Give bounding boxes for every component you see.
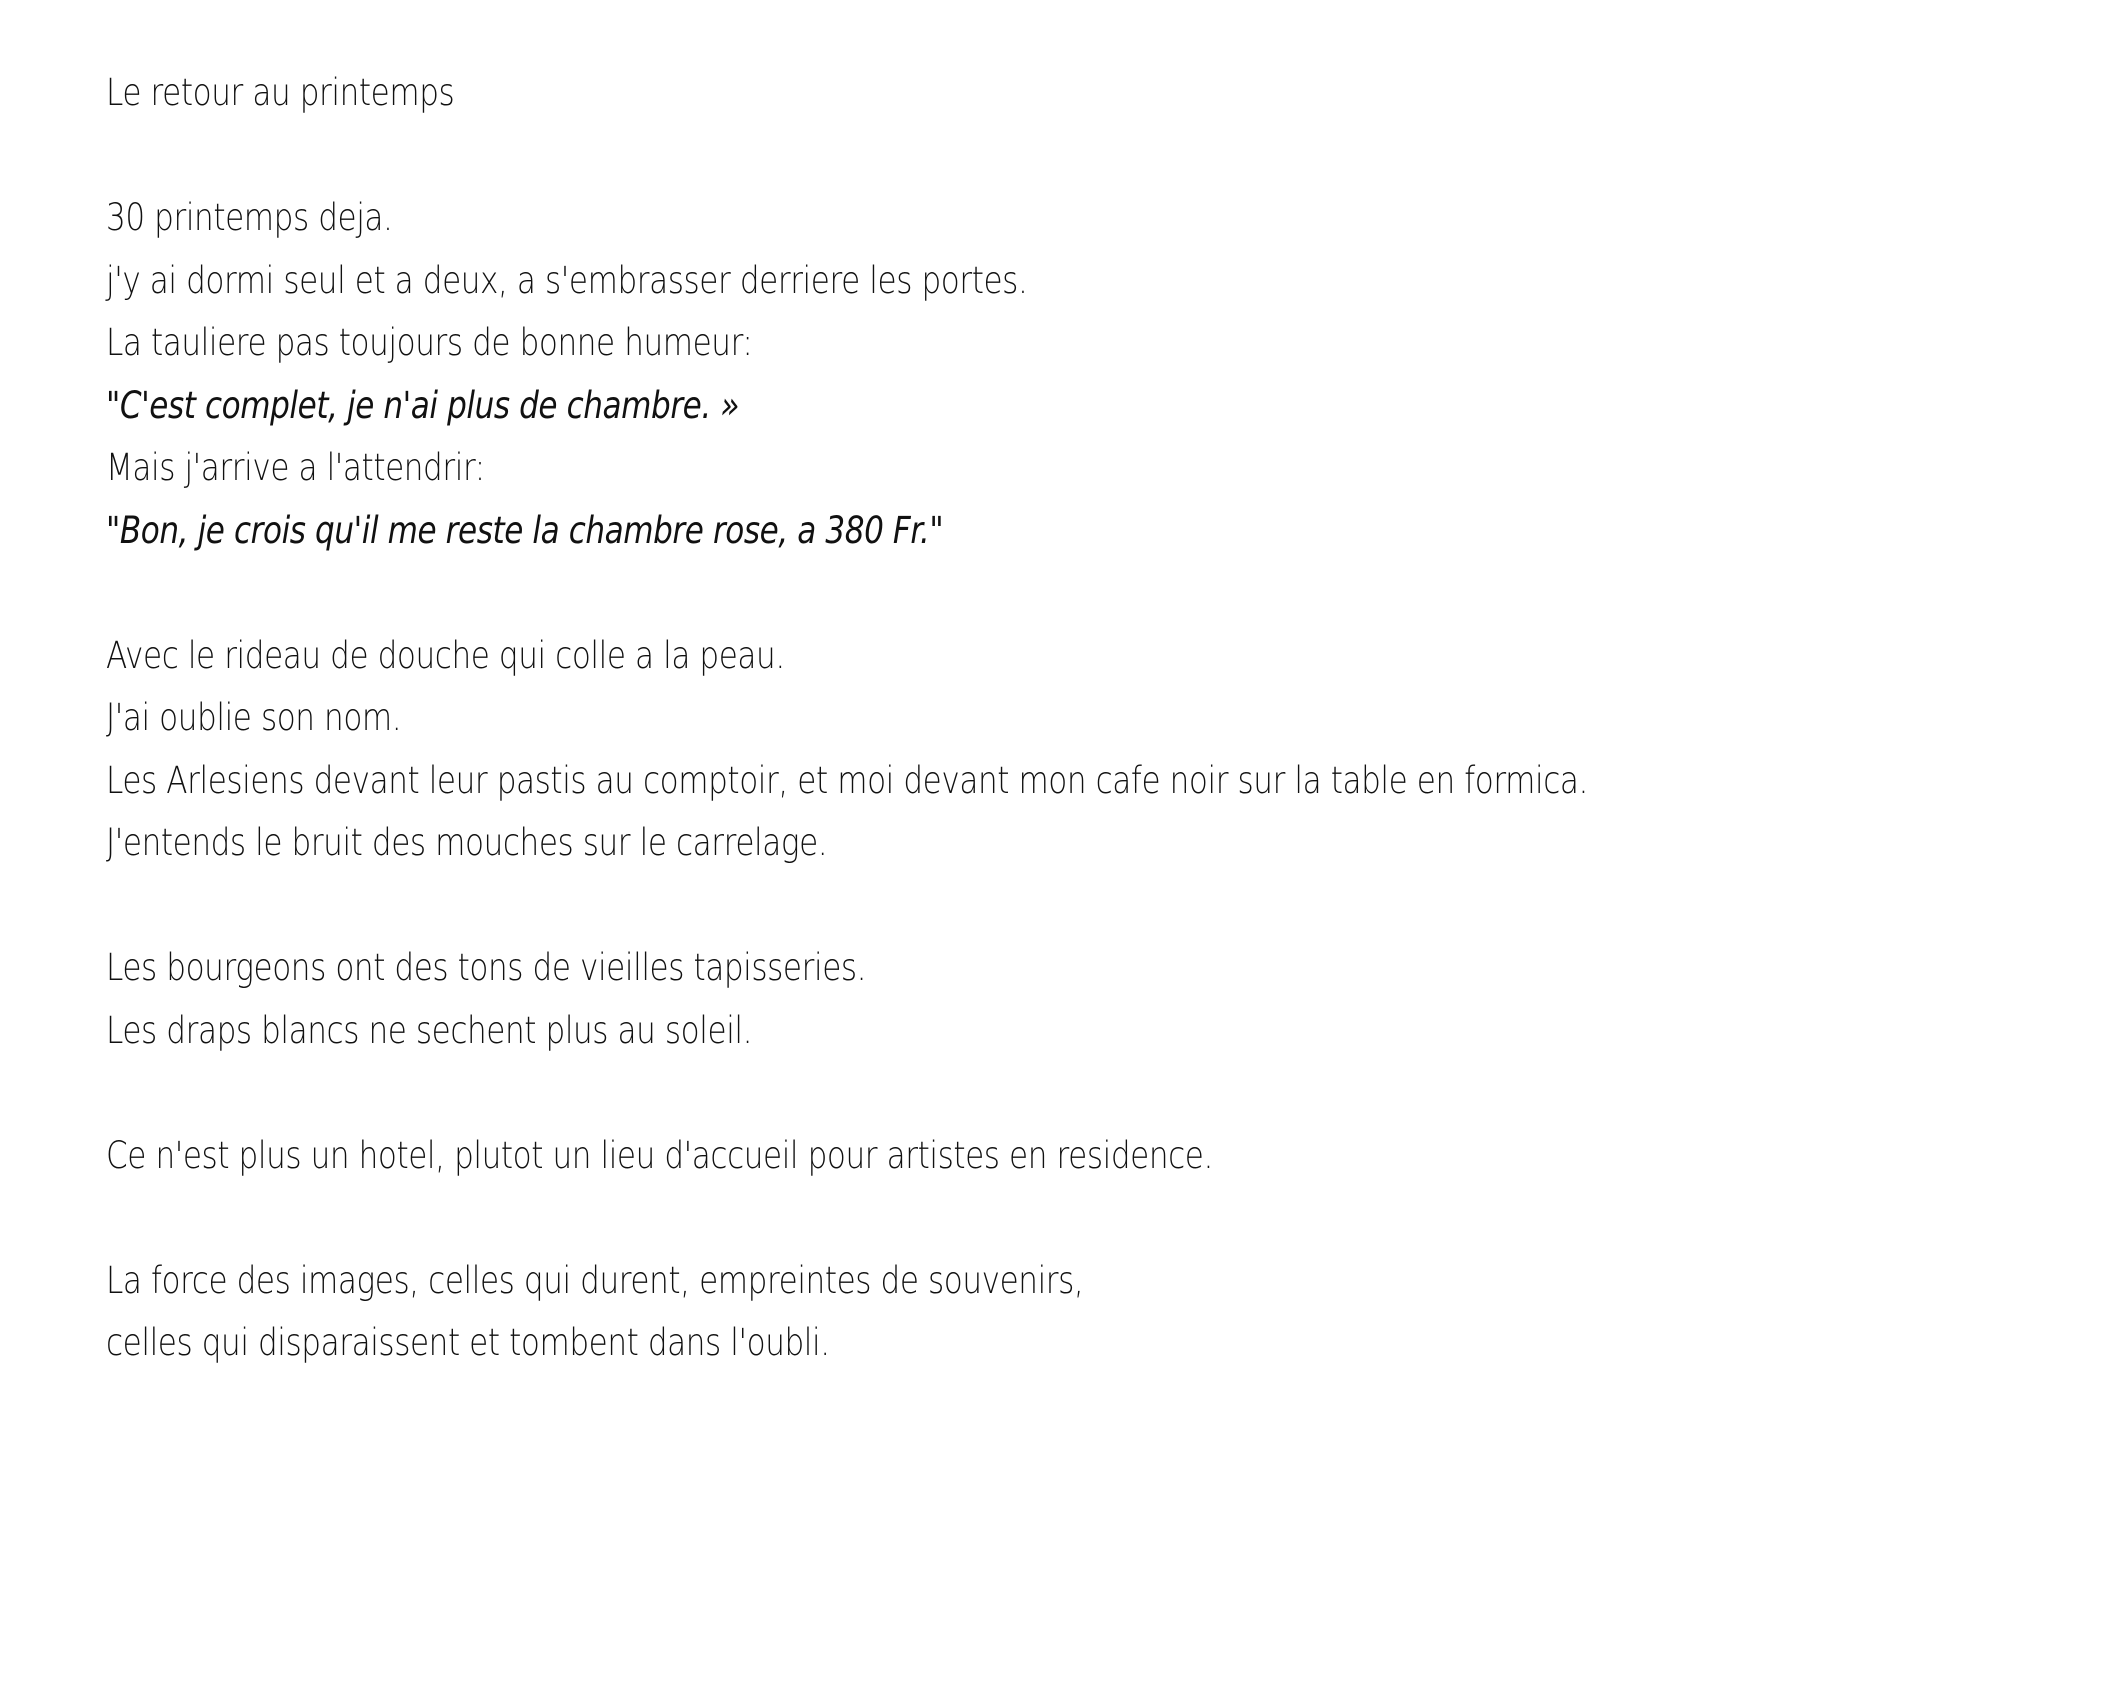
- poem-line: J'ai oublie son nom.: [106, 696, 402, 739]
- poem-title: Le retour au printemps: [106, 71, 455, 114]
- poem-line: j'y ai dormi seul et a deux, a s'embrasser derriere les portes.: [106, 258, 1028, 302]
- stanza-break: [106, 875, 1752, 938]
- poem-line: La force des images, celles qui durent, empreintes de souvenirs,: [106, 1258, 1084, 1302]
- poem-line: J'entends le bruit des mouches sur le carrelage.: [106, 821, 828, 864]
- stanza-break: [106, 1062, 1752, 1125]
- stanza-break: [106, 125, 1752, 188]
- stanza-break: [106, 1187, 1752, 1250]
- poem-line: "Bon, je crois qu'il me reste la chambre rose, a 380 Fr.": [106, 508, 944, 552]
- poem-line: Mais j'arrive a l'attendrir:: [106, 446, 485, 489]
- poem-line: La tauliere pas toujours de bonne humeur:: [106, 321, 753, 364]
- poem-line: celles qui disparaissent et tombent dans l'oubli.: [106, 1321, 830, 1364]
- poem-line: 30 printemps deja.: [106, 196, 393, 239]
- poem-text: [106, 62, 1752, 1375]
- poem-line: Les Arlesiens devant leur pastis au comptoir, et moi devant mon cafe noir sur la table en formica.: [106, 758, 1588, 802]
- poem-line: Les draps blancs ne sechent plus au soleil.: [106, 1008, 753, 1052]
- poem-line: Ce n'est plus un hotel, plutot un lieu d'accueil pour artistes en residence.: [106, 1133, 1213, 1177]
- poem-line: "C'est complet, je n'ai plus de chambre. »: [106, 383, 740, 427]
- poem-line: Avec le rideau de douche qui colle a la peau.: [106, 633, 785, 677]
- poem-line: Les bourgeons ont des tons de vieilles tapisseries.: [106, 946, 867, 989]
- stanza-break: [106, 562, 1752, 625]
